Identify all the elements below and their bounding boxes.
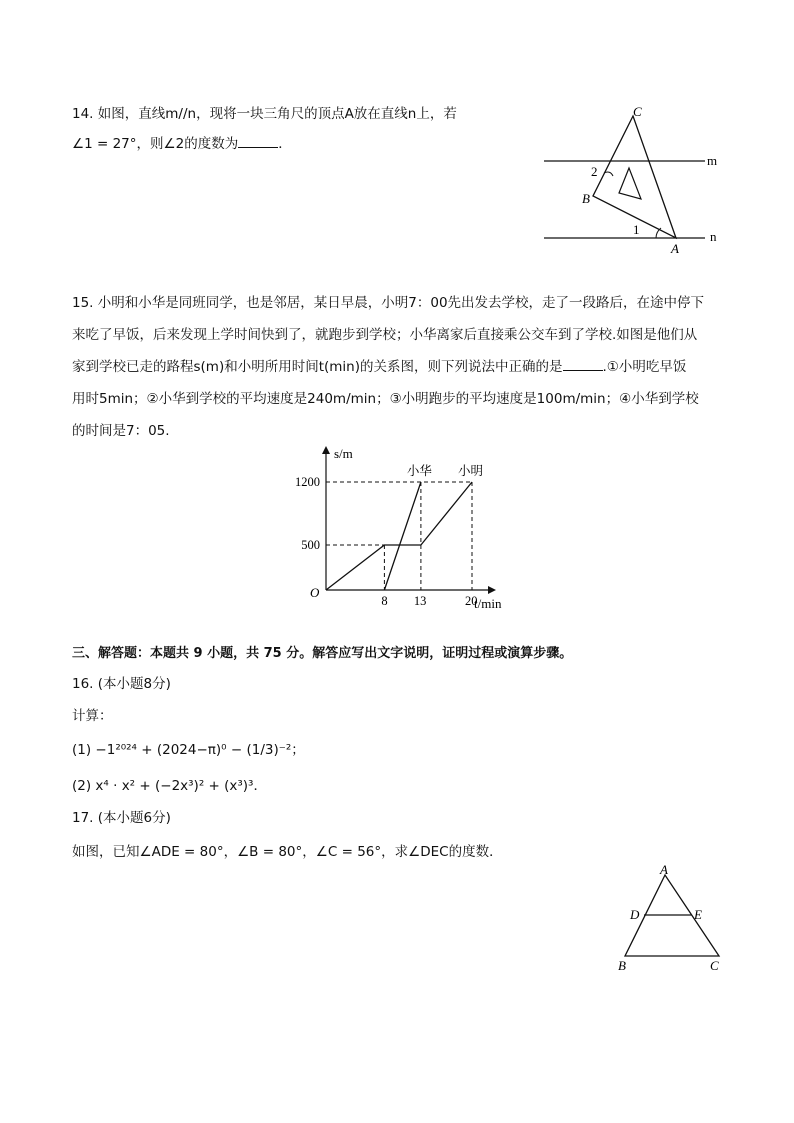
label-m: m (707, 153, 718, 168)
y-axis-arrow (322, 446, 330, 454)
series-label-xiaohua: 小华 (406, 464, 432, 478)
q15-line5: 的时间是7：05. (72, 423, 170, 439)
y-tick-label: 1200 (295, 475, 320, 489)
answer-blank (238, 135, 278, 148)
x-tick-label: 13 (413, 594, 427, 608)
q15-line4: 用时5min；②小华到学校的平均速度是240m/min；③小明跑步的平均速度是100m/min；④小华到学校 (72, 391, 699, 407)
label-a: A (660, 862, 668, 877)
label-b: B (582, 191, 590, 206)
label-d: D (630, 907, 640, 922)
q16-title: 16. (本小题8分) (72, 676, 171, 692)
q17-title: 17. (本小题6分) (72, 810, 171, 826)
q16-item2: (2) x⁴ · x² + (−2x³)² + (x³)³． (72, 778, 267, 794)
q15-line3-end: .①小明吃早饭 (602, 359, 687, 375)
q15-line2: 来吃了早饭，后来发现上学时间快到了，就跑步到学校；小华离家后直接乘公交车到了学校.如图是他们从 (72, 327, 698, 343)
label-a: A (671, 241, 679, 256)
q17-text: 如图，已知∠ADE = 80°，∠B = 80°，∠C = 56°，求∠DEC的度数． (72, 844, 503, 860)
label-e: E (694, 907, 702, 922)
origin-label: O (310, 585, 320, 600)
series-line-1 (326, 482, 472, 590)
q15-line3-text: 家到学校已走的路程s(m)和小明所用时间t(min)的关系图，则下列说法中正确的是 (72, 359, 563, 375)
q16-prompt: 计算： (72, 708, 113, 724)
q15-line1: 15. 小明和小华是同班同学，也是邻居，某日早晨，小明7：00先出发去学校，走了一段路后，在途中停下 (72, 295, 705, 311)
q14-line2 (72, 134, 292, 154)
q14-line2-text: ∠1 = 27°，则∠2的度数为 (72, 136, 239, 152)
section-heading: 三、解答题：本题共 9 小题，共 75 分。解答应写出文字说明，证明过程或演算步骤。 (72, 646, 573, 661)
q14-line2-end: ． (278, 136, 292, 152)
label-c: C (633, 104, 642, 119)
y-tick-label: 500 (301, 538, 320, 552)
label-angle-1: 1 (633, 222, 640, 237)
label-angle-2: 2 (591, 164, 598, 179)
q16-item1: (1) −1²⁰²⁴ + (2024−π)⁰ − (1/3)⁻²； (72, 742, 305, 758)
q14-line1: 14. 如图，直线m//n，现将一块三角尺的顶点A放在直线n上，若 (72, 106, 457, 122)
y-axis-label: s/m (334, 446, 353, 461)
x-axis-label: t/min (474, 596, 502, 611)
q15-line3 (72, 357, 686, 377)
x-axis-arrow (488, 586, 496, 594)
distance-time-chart (290, 440, 520, 620)
series-line-2 (384, 482, 421, 590)
q17-figure (612, 858, 732, 978)
answer-blank (563, 358, 603, 371)
q14-figure (540, 100, 730, 260)
x-tick-label: 20 (465, 594, 478, 608)
label-n: n (710, 229, 717, 244)
series-label-xiaoming: 小明 (458, 464, 484, 478)
label-b: B (618, 958, 626, 973)
label-c: C (710, 958, 719, 973)
x-tick-label: 8 (381, 594, 388, 608)
